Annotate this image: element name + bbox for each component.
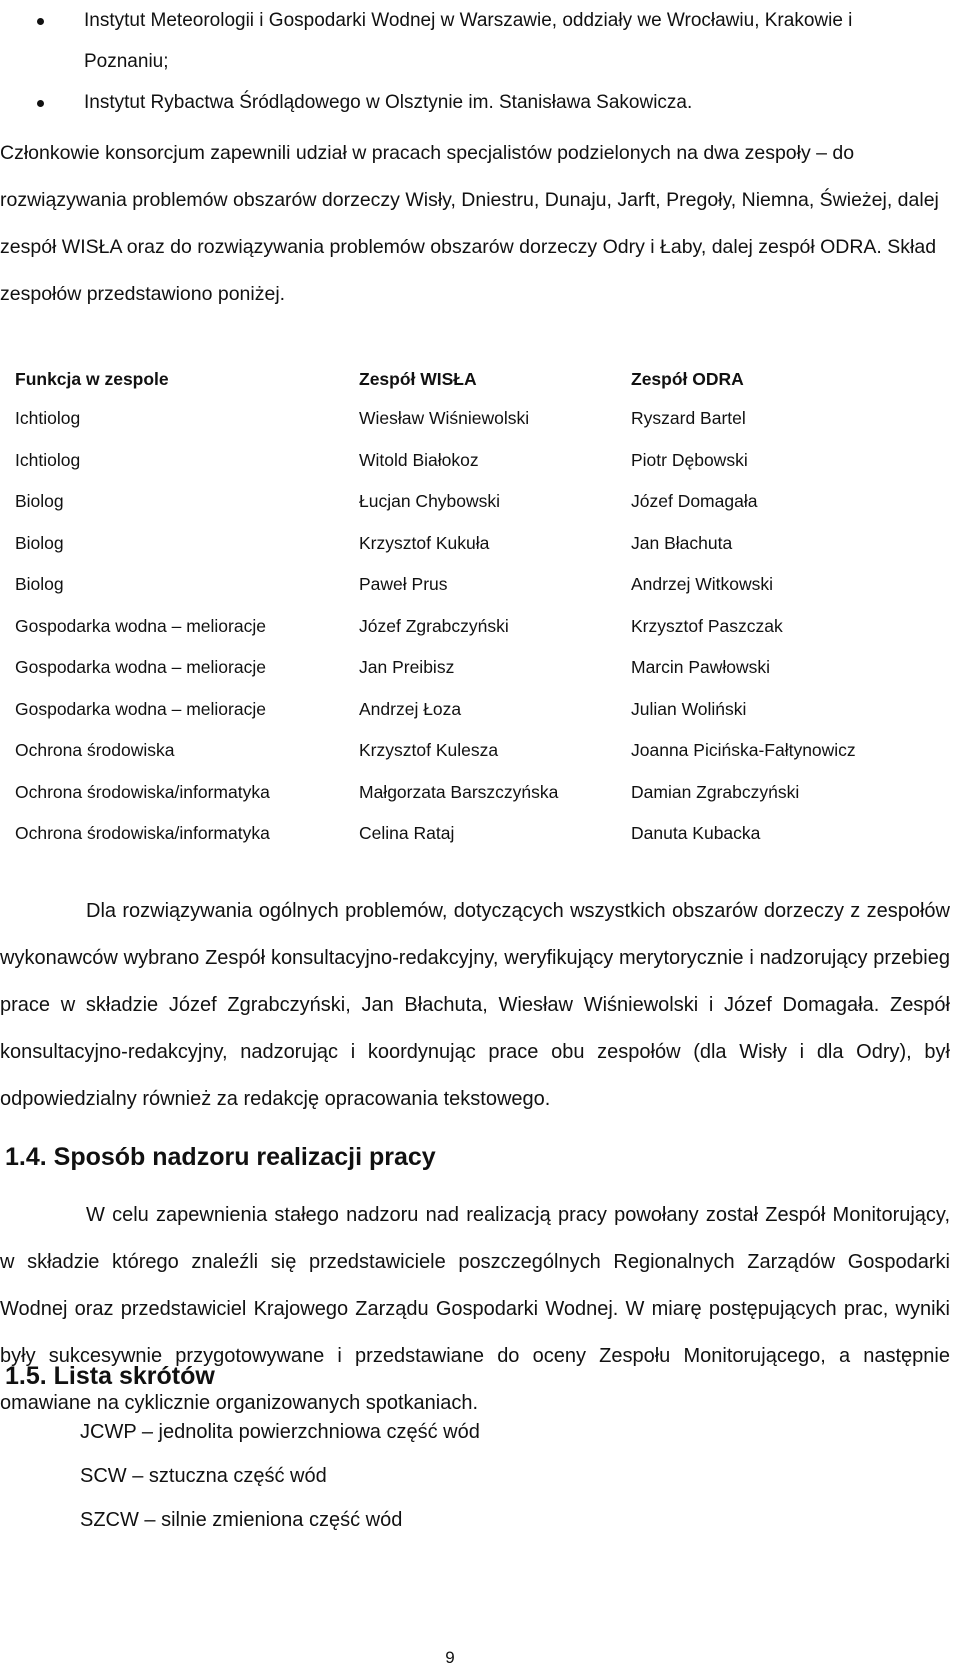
odra-member-cell: Damian Zgrabczyński bbox=[631, 781, 800, 802]
table-row bbox=[15, 689, 935, 731]
consultation-team-paragraph: Dla rozwiązywania ogólnych problemów, dotyczących wszystkich obszarów dorzeczy z zespołów wykonawców wybrano Zespół konsultacyjno-redakcyjny, weryfikujący merytorycznie i nadzorujący przebieg prace w składzie Józef Zgrabczyński, Jan Błachuta, Wiesław Wiśniewolski i Józef Domagała. Zespół konsultacyjno-redakcyjny, nadzorując i koordynując prace obu zespołów (dla Wisły i dla Odry), był odpowiedzialny również za redakcję opracowania tekstowego. bbox=[0, 900, 950, 1110]
wisla-member-cell: Józef Zgrabczyński bbox=[359, 615, 509, 636]
odra-member-cell: Krzysztof Paszczak bbox=[631, 615, 783, 636]
supervision-paragraph: W celu zapewnienia stałego nadzoru nad realizacją pracy powołany został Zespół Monitorujący, w składzie którego znaleźli się przedstawiciele poszczególnych Regionalnych Zarządów Gospodarki Wodnej oraz przedstawiciel Krajowego Zarządu Gospodarki Wodnej. W miarę postępujących prac, wyniki były sukcesywnie przygotowywane i przedstawiane do oceny Zespołu Monitorującego, a następnie omawiane na cyklicznie organizowanych spotkaniach. bbox=[0, 1204, 950, 1414]
function-cell: Gospodarka wodna – melioracje bbox=[15, 698, 266, 719]
wisla-member-cell: Krzysztof Kukuła bbox=[359, 532, 490, 553]
function-cell: Ochrona środowiska/informatyka bbox=[15, 823, 270, 844]
table-row bbox=[15, 440, 935, 482]
bullet-item bbox=[0, 0, 960, 82]
odra-member-cell: Andrzej Witkowski bbox=[631, 574, 773, 595]
odra-member-cell: Marcin Pawłowski bbox=[631, 657, 771, 678]
function-cell: Gospodarka wodna – melioracje bbox=[15, 615, 266, 636]
wisla-member-cell: Witold Białokoz bbox=[359, 449, 479, 470]
odra-member-cell: Piotr Dębowski bbox=[631, 449, 748, 470]
bullet-text: Instytut Meteorologii i Gospodarki Wodnej w Warszawie, oddziały we Wrocławiu, Krakowie i Poznaniu; bbox=[84, 10, 853, 72]
odra-member-cell: Jan Błachuta bbox=[631, 532, 733, 553]
function-cell: Ochrona środowiska/informatyka bbox=[15, 781, 270, 802]
page-number: 9 bbox=[445, 1648, 455, 1667]
function-cell: Biolog bbox=[15, 574, 64, 595]
column-header-odra: Zespół ODRA bbox=[631, 368, 744, 389]
function-cell: Gospodarka wodna – melioracje bbox=[15, 657, 266, 678]
abbreviation-item: JCWP – jednolita powierzchniowa część wód bbox=[80, 1421, 480, 1443]
table-row bbox=[15, 772, 935, 814]
wisla-member-cell: Andrzej Łoza bbox=[359, 698, 462, 719]
bullet-item bbox=[0, 82, 960, 123]
function-cell: Ichtiolog bbox=[15, 408, 81, 429]
bullet-text: Instytut Rybactwa Śródlądowego w Olsztynie im. Stanisława Sakowicza. bbox=[84, 92, 693, 113]
wisla-member-cell: Małgorzata Barszczyńska bbox=[359, 781, 559, 802]
wisla-member-cell: Celina Rataj bbox=[359, 823, 455, 844]
table-row bbox=[15, 606, 935, 648]
table-row bbox=[15, 564, 935, 606]
wisla-member-cell: Krzysztof Kulesza bbox=[359, 740, 499, 761]
section-heading-supervision: 1.4. Sposób nadzoru realizacji pracy bbox=[5, 1143, 436, 1171]
function-cell: Ochrona środowiska bbox=[15, 740, 175, 761]
function-cell: Biolog bbox=[15, 491, 64, 512]
bullet-icon bbox=[37, 100, 44, 107]
wisla-member-cell: Jan Preibisz bbox=[359, 657, 455, 678]
table-row bbox=[15, 523, 935, 565]
abbreviation-item: SZCW – silnie zmieniona część wód bbox=[80, 1509, 403, 1531]
wisla-member-cell: Łucjan Chybowski bbox=[359, 491, 501, 512]
odra-member-cell: Ryszard Bartel bbox=[631, 408, 746, 429]
table-row bbox=[15, 730, 935, 772]
abbreviation-list bbox=[80, 1410, 480, 1542]
abbreviation-item: SCW – sztuczna część wód bbox=[80, 1465, 327, 1487]
institution-bullet-list bbox=[0, 0, 960, 123]
intro-paragraph: Członkowie konsorcjum zapewnili udział w pracach specjalistów podzielonych na dwa zespoły – do rozwiązywania problemów obszarów dorzeczy Wisły, Dniestru, Dunaju, Jarft, Pregoły, Niemna, Świeżej, dalej zespół WISŁA oraz do rozwiązywania problemów obszarów dorzeczy Odry i Łaby, dalej zespół ODRA. Skład zespołów przedstawiono poniżej. bbox=[0, 142, 939, 305]
wisla-member-cell: Wiesław Wiśniewolski bbox=[359, 408, 530, 429]
table-row bbox=[15, 647, 935, 689]
function-cell: Biolog bbox=[15, 532, 64, 553]
column-header-function: Funkcja w zespole bbox=[15, 368, 169, 389]
table-header-row bbox=[15, 360, 935, 398]
section-heading-abbreviations: 1.5. Lista skrótów bbox=[5, 1362, 215, 1390]
function-cell: Ichtiolog bbox=[15, 449, 81, 470]
table-row bbox=[15, 481, 935, 523]
table-row bbox=[15, 813, 935, 855]
bullet-icon bbox=[37, 18, 44, 25]
odra-member-cell: Joanna Picińska-Fałtynowicz bbox=[631, 740, 856, 761]
table-row bbox=[15, 398, 935, 440]
odra-member-cell: Julian Woliński bbox=[631, 698, 747, 719]
odra-member-cell: Józef Domagała bbox=[631, 491, 758, 512]
column-header-wisla: Zespół WISŁA bbox=[359, 368, 477, 389]
wisla-member-cell: Paweł Prus bbox=[359, 574, 448, 595]
team-table bbox=[15, 360, 935, 855]
odra-member-cell: Danuta Kubacka bbox=[631, 823, 761, 844]
